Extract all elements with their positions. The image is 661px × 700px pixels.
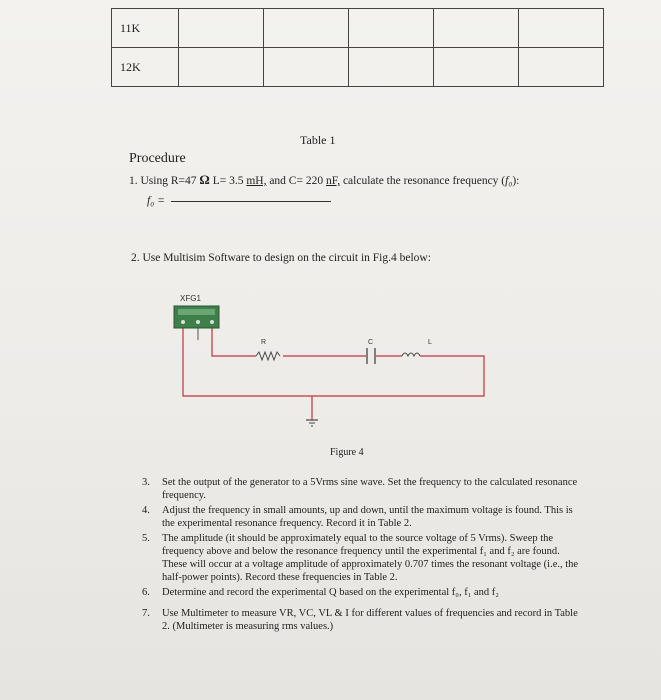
inductor-label: L (428, 339, 432, 346)
generator-display (178, 309, 215, 315)
step-text: ): (512, 175, 520, 187)
capacitor-label: C (368, 339, 374, 346)
list-item (142, 476, 582, 502)
list-item (142, 607, 582, 633)
procedure-heading: Procedure (129, 151, 186, 166)
figure-caption: Figure 4 (330, 447, 364, 458)
inductor-symbol (402, 353, 420, 356)
unit-l: mH, (246, 175, 267, 187)
generator-terminal (181, 320, 185, 324)
step-number: 6. (142, 587, 150, 598)
generator-label: XFG1 (180, 294, 201, 303)
step-text: and C= 220 (266, 175, 326, 187)
generator-terminal (210, 320, 214, 324)
step-text: calculate the resonance frequency ( (340, 175, 506, 187)
resistor-label: R (261, 339, 267, 346)
step-text: Use Multimeter to measure VR, VC, VL & I for different values of frequencies and record in Table 2. (Multimeter is measuring rms values.) (162, 608, 578, 632)
circuit-wire (212, 328, 256, 356)
generator-terminal (196, 320, 200, 324)
step-number: 1. (129, 175, 138, 187)
procedure-steps-list (142, 476, 582, 635)
answer-label: f₀ = (147, 195, 165, 207)
step-text: The amplitude (it should be approximately equal to the source voltage of 5 Vrms). Sweep the frequency above and below the resonance frequency until the experimental f₁ and f₂ are found. These will occur at a voltage amplitude of approximately 0.707 times the resonant voltage (i.e., the half-power points). Record these frequencies in Table 2. (162, 533, 579, 583)
resistor-symbol (256, 352, 280, 360)
table-caption: Table 1 (300, 133, 336, 147)
step-number: 5. (142, 533, 150, 544)
list-item (142, 586, 582, 599)
circuit-wire (183, 328, 484, 396)
ohm-symbol: Ω (199, 172, 210, 187)
list-item (142, 504, 582, 530)
step-number: 3. (142, 477, 150, 488)
step-number: 7. (142, 608, 150, 619)
step-text: Using R=47 (140, 175, 200, 187)
unit-c: nF, (325, 175, 341, 187)
step-text: L= 3.5 (209, 175, 247, 187)
step-text: Determine and record the experimental Q based on the experimental f₀, f₁ and f₂ (162, 587, 499, 598)
row-label: 12K (112, 48, 179, 87)
step-text: Set the output of the generator to a 5Vrms sine wave. Set the frequency to the calculated resonance frequency. (162, 477, 578, 501)
row-label: 11K (112, 9, 179, 48)
frequency-symbol: f₀ (505, 175, 513, 187)
step-number: 4. (142, 505, 150, 516)
step-number: 2. (131, 252, 140, 264)
list-item (142, 532, 582, 584)
step-text: Adjust the frequency in small amounts, up and down, until the maximum voltage is found. This is the experimental resonance frequency. Record it in Table 2. (162, 505, 573, 529)
step-text: Use Multisim Software to design on the circuit in Fig.4 below: (142, 252, 431, 264)
